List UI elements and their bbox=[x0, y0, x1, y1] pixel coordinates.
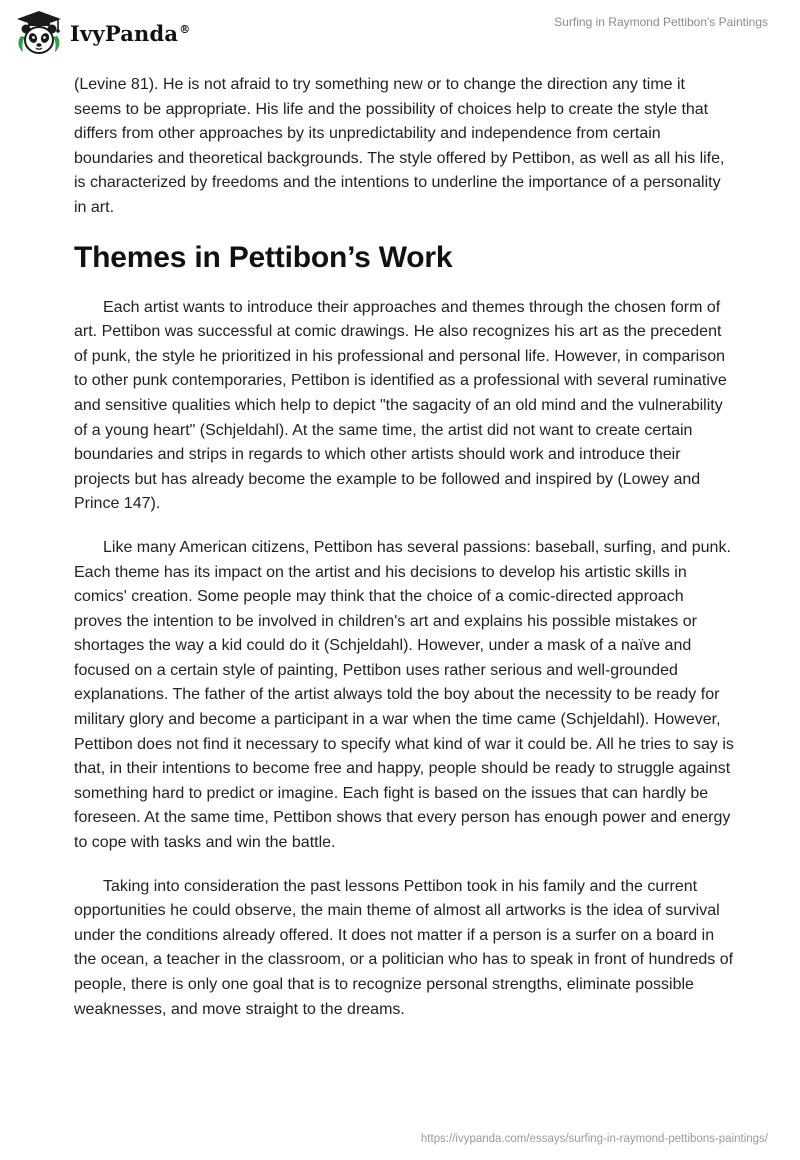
footer-url[interactable]: https://ivypanda.com/essays/surfing-in-raymond-pettibons-paintings/ bbox=[420, 1133, 768, 1145]
document-title: Surfing in Raymond Pettibon's Paintings bbox=[554, 15, 768, 29]
body-paragraph: Each artist wants to introduce their approaches and themes through the chosen form of art. Pettibon was successful at comic drawings. He also recognizes his art as the precedent of punk, the style he prioritized in his professional and personal life. However, in comparison to other punk contemporaries, Pettibon is identified as a professional with several ruminative and sensitive qualities which help to depict "the sagacity of an old mind and the vulnerability of a young heart" (Schjeldahl). At the same time, the artist did not want to create certain boundaries and strips in regards to which other artists should work and introduce their projects but has already become the example to be followed and inspired by (Lowey and Prince 147). bbox=[74, 298, 727, 513]
brand-name: IvyPanda® bbox=[70, 20, 191, 46]
essay-body bbox=[74, 73, 734, 1041]
ivypanda-logo[interactable] bbox=[14, 8, 190, 58]
panda-graduation-cap-icon bbox=[14, 8, 64, 58]
body-paragraph: Like many American citizens, Pettibon has several passions: baseball, surfing, and punk. Each theme has its impact on the artist and his decisions to develop his artistic skills in comics' creation. Some people may think that the choice of a comic-directed approach proves the intention to be involved in children's art and explains his possible mistakes or shortages the way a kid could do it (Schjeldahl). However, under a mask of a naïve and focused on a certain style of painting, Pettibon uses rather serious and well-grounded explanations. The father of the artist always told the boy about the necessity to be ready for military glory and become a participant in a war when the time came (Schjeldahl). However, Pettibon does not find it necessary to specify what kind of war it could be. All he tries to say is that, in their intentions to become free and happy, people should be ready to struggle against something hard to predict or imagine. Each fight is based on the issues that can hardly be foreseen. At the same time, Pettibon shows that every person has enough power and energy to cope with tasks and win the battle. bbox=[74, 538, 734, 852]
intro-paragraph: (Levine 81). He is not afraid to try something new or to change the direction any time it seems to be appropriate. His life and the possibility of choices help to create the style that differs from other approaches by its unpredictability and independence from certain boundaries and theoretical backgrounds. The style offered by Pettibon, as well as all his life, is characterized by freedoms and the intentions to underline the importance of a personality in art. bbox=[74, 76, 725, 216]
body-paragraph: Taking into consideration the past lessons Pettibon took in his family and the current opportunities he could observe, the main theme of almost all artworks is the idea of survival under the conditions already offered. It does not matter if a person is a surfer on a board in the ocean, a teacher in the classroom, or a politician who has to speak in front of hundreds of people, there is only one goal that is to recognize personal strengths, eliminate possible weaknesses, and move straight to the dreams. bbox=[74, 877, 734, 1018]
section-heading: Themes in Pettibon’s Work bbox=[74, 240, 453, 274]
page-header bbox=[0, 0, 800, 66]
